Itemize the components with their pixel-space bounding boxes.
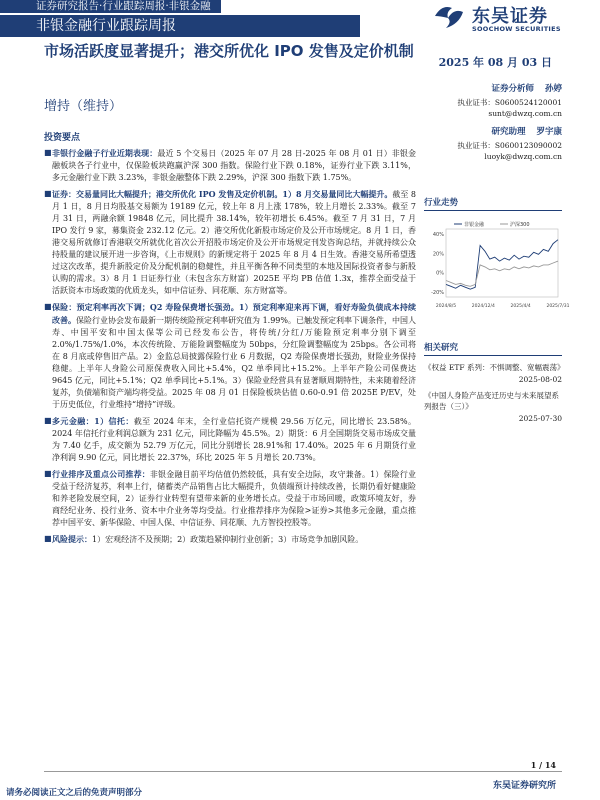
- x-tick-label: 2024/12/4: [471, 304, 495, 309]
- analyst-email[interactable]: sunt@dwzq.com.cn: [488, 109, 562, 118]
- series-line-1: [446, 261, 558, 286]
- paragraph-lead: 保险：预定利率再次下调；Q2 寿险保费增长强劲。1）预定利率迎来再下调，看好寿险负债成本持续改善。: [52, 302, 416, 325]
- paragraph-lead: 证券：交易量同比大幅提升；港交所优化 IPO 发售及定价机制。1）8 月交易量同比大幅提升。: [52, 189, 393, 199]
- logo-cn-text: 东吴证券: [472, 6, 548, 27]
- paragraph-text: 最近 5 个交易日（2025 年 07 月 28 日-2025 年 08 月 01 日）非银金融板块各子行业中，仅保险板块跑赢沪深 300 指数。保险行业下跌 0.18%，证券行业下跌 3.11%，多元金融行业下跌 3.23%，非银金融整体下跌 2.29%，沪深 300 指数下跌 1.75%。: [52, 149, 417, 182]
- chart-frame: [446, 229, 558, 297]
- footer-org: 东吴证券研究所: [492, 781, 556, 791]
- related-heading: 相关研究: [424, 341, 562, 356]
- footer-divider: [44, 771, 562, 772]
- y-tick-label: -20%: [431, 290, 444, 297]
- paragraph-text: 1）宏观经济不及预期；2）政策趋紧抑制行业创新；3）市场竞争加剧风险。: [92, 535, 364, 544]
- trend-chart-svg: [424, 217, 570, 311]
- paragraph-text: 截至 8 月 1 日，8 月日均股基交易额为 19189 亿元，较上年 8 月上涨 178%，较上月增长 2.33%。截至 7 月 31 日，两融余额 19848 亿元，同比提升 38.14%，较年初增长 6.45%。截至 7 月 31 日，7 月 IPO 发行 9 家，募集资金 232.12 亿元。2）港交所优化新股市场定价及公开市场规定。8 月 1 日，香港交易所就修订香港联交所就优化首次公开招股市场定价及公开市场规定刊发咨询总结，并就持续公众持股量的建议展开进一步咨询，《上市规则》的新规定将于 2025 年 8 月 4 日生效。香港交易所希望透过这次改革，提升新股定价及分配机制的稳健性，并且平衡各种不同类型的本地及国际投资者参与新股认购的需求。3）8 月 1 日证券行业（未包含东方财富）2025E 平均 PB 估值 1.3x，推荐全面受益于活跃资本市场政策的优质龙头，如中信证券、同花顺、东方财富等。: [52, 190, 416, 295]
- y-tick-label: 40%: [432, 231, 444, 238]
- assistant-name: 罗宇康: [536, 127, 562, 137]
- x-tick-label: 2024/8/5: [435, 304, 457, 309]
- rating-label: 增持（维持）: [44, 99, 123, 114]
- related-report-1[interactable]: 《权益 ETF 系列：不惧调整、宽幅震荡》: [424, 363, 565, 372]
- chart-heading: 行业走势: [424, 196, 562, 211]
- paragraph-market: [44, 147, 416, 184]
- assistant-email[interactable]: luoyk@dwzq.com.cn: [484, 152, 562, 161]
- page-title: 市场活跃度显著提升；港交所优化 IPO 发售及定价机制: [44, 42, 414, 60]
- page-number: 1 / 14: [530, 760, 556, 770]
- sidebar: [424, 80, 570, 423]
- analyst-cert: 执业证书：S0600524120001: [457, 98, 562, 107]
- paragraph-lead: 非银行金融子行业近期表现：: [52, 148, 158, 158]
- report-date: 2025 年 08 月 03 日: [438, 56, 552, 69]
- logo-icon: [432, 2, 466, 32]
- related-date-2: 2025-07-30: [518, 414, 562, 423]
- legend-label: 非银金融: [464, 222, 485, 228]
- paragraph-diversified: [44, 415, 416, 464]
- section-title: 投资要点: [44, 133, 81, 143]
- paragraph-text: 非银金融目前平均估值仍然较低，具有安全边际，攻守兼备。1）保险行业受益于经济复苏，利率上行，储蓄类产品销售占比大幅提升，负债端预计持续改善，长期仍看好健康险和养老险发展空间，2）证券行业转型有望带来新的业务增长点。受益于市场回暖，政策环境友好，券商经纪业务、投行业务、资本中介业务等均受益。行业推荐排序为保险>证券>其他多元金融，重点推荐中国平安、新华保险、中国人保、中信证券、同花顺、九方智投控股等。: [52, 470, 416, 527]
- x-tick-label: 2025/7/31: [546, 304, 570, 309]
- paragraph-lead: 行业排序及重点公司推荐：: [52, 469, 150, 479]
- doc-type-label: 证券研究报告·行业跟踪周报·非银金融: [0, 0, 221, 13]
- bullet-icon: ■: [44, 302, 52, 311]
- paragraph-securities: [44, 188, 416, 297]
- bullet-icon: ■: [44, 416, 52, 425]
- report-series-banner: 非银金融行业跟踪周报: [0, 15, 360, 37]
- paragraph-lead: 多元金融：1）信托：: [52, 416, 134, 426]
- paragraph-ranking: [44, 468, 416, 529]
- analyst-role-label: 证券分析师: [491, 84, 535, 94]
- bullet-icon: ■: [44, 148, 52, 157]
- company-logo: [432, 2, 592, 38]
- series-line-0: [446, 240, 558, 290]
- analyst-name: 孙婷: [544, 84, 562, 94]
- disclaimer: 请务必阅读正文之后的免责声明部分: [6, 788, 143, 798]
- bullet-icon: ■: [44, 469, 52, 478]
- assistant-cert: 执业证书：S0600123090002: [457, 141, 562, 150]
- analyst-role: [424, 82, 562, 94]
- related-report-2[interactable]: 《中国人身险产品变迁历史与未来展望系列报告（三）》: [424, 391, 559, 411]
- logo-en-text: SOOCHOW SECURITIES: [472, 25, 561, 33]
- y-tick-label: 0%: [436, 270, 444, 277]
- bullet-icon: ■: [44, 534, 52, 543]
- analyst-block: [424, 82, 562, 119]
- paragraph-insurance: [44, 301, 416, 411]
- related-date-1: 2025-08-02: [518, 375, 562, 384]
- legend-label: 沪深300: [510, 222, 530, 228]
- y-tick-label: 20%: [432, 251, 444, 258]
- paragraph-text: 截至 2024 年末，全行业信托资产规模 29.56 万亿元，同比增长 23.58%。2024 年信托行业利润总额为 231 亿元，同比降幅为 45.5%。2）期货：6 月全国期货交易市场成交量为 7.40 亿手，成交额为 52.79 万亿元，同比分别增长 28.91%和 17.40%。2025 年 6 月期货行业净利润 9.90 亿元，同比增长 22.37%，环比 2025 年 5 月增长 20.73%。: [52, 417, 416, 462]
- industry-trend-chart: [424, 217, 570, 311]
- assistant-block: [424, 125, 562, 162]
- top-banner: [0, 0, 600, 40]
- assistant-role: [424, 125, 562, 137]
- paragraph-lead: 风险提示：: [52, 534, 92, 544]
- main-content: [44, 130, 416, 550]
- x-tick-label: 2025/4/4: [510, 304, 531, 309]
- paragraph-text: 保险行业协会发布最新一期传统险预定利率研究值为 1.99%。已触发预定利率下调条件，中国人寿、中国平安和中国太保等公司已经发布公告，将传统/分红/万能险预定利率分别下调至 2.0%/1.75%/1.0%，本次传统险、万能险调整幅度为 50bps，分红险调整幅度为 25bps。各公司将在 8 月底或停售旧产品。2）金监总局披露保险行业 6 月数据，Q2 寿险保费增长强劲，财险业务保持稳健。上半年人身险公司原保费收入同比+5.4%，Q2 单季同比+15.2%。上半年产险公司保费达 9645 亿元，同比+5.1%；Q2 单季同比+5.1%。3）保险业经营具有显著顺周期特性，未来随着经济复苏，负债端和资产端均将受益。2025 年 08 月 01 日保险板块估值 0.60-0.91 倍 2025E P/EV，处于历史低位，行业维持“增持”评级。: [52, 316, 417, 409]
- paragraph-risk: [44, 533, 416, 546]
- bullet-icon: ■: [44, 189, 52, 198]
- assistant-role-label: 研究助理: [491, 127, 526, 137]
